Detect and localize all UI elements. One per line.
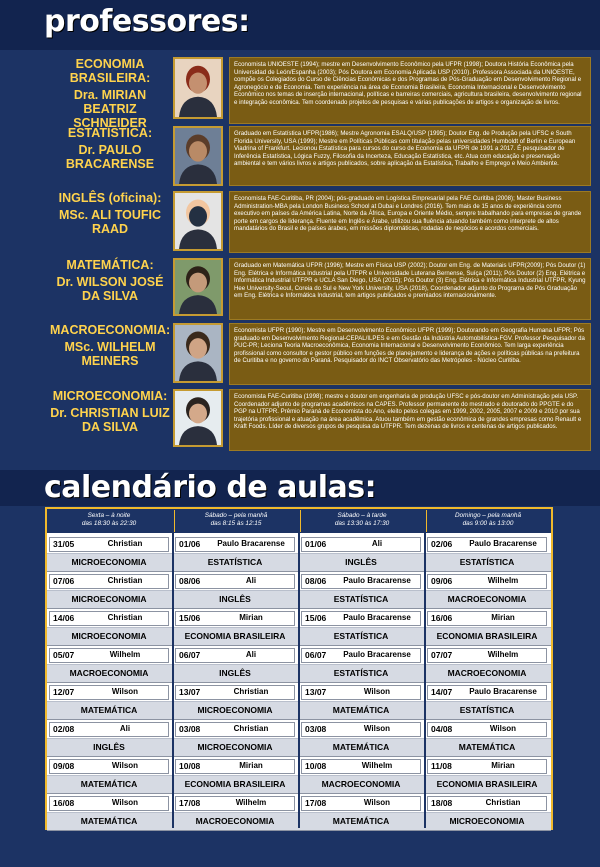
- class-date: 15/06: [305, 613, 327, 623]
- class-teacher: Christian: [485, 798, 521, 807]
- class-slot: [301, 685, 421, 700]
- class-teacher: Paulo Bracarense: [343, 576, 411, 585]
- class-subject: ECONOMIA BRASILEIRA: [184, 631, 286, 641]
- professor-heading: [50, 126, 170, 171]
- header-day: Sexta – à noite: [87, 512, 131, 519]
- column-divider: [172, 509, 174, 828]
- calendar-title: calendário de aulas:: [44, 470, 377, 505]
- class-date: 06/07: [305, 650, 327, 660]
- class-date: 05/07: [53, 650, 75, 660]
- class-teacher: Christian: [233, 724, 269, 733]
- class-slot: [427, 611, 547, 626]
- class-subject: MATEMÁTICA: [80, 705, 138, 715]
- professor-name: Dr. CHRISTIAN LUIZ DA SILVA: [50, 406, 170, 434]
- professor-name: Dr. WILSON JOSÉ DA SILVA: [56, 275, 164, 303]
- class-subject: MATEMÁTICA: [458, 742, 516, 752]
- class-date: 17/08: [305, 798, 327, 808]
- professor-subject: MACROECONOMIA:: [50, 323, 171, 337]
- class-teacher: Paulo Bracarense: [469, 687, 537, 696]
- class-teacher: Wilson: [111, 761, 139, 770]
- class-subject: MICROECONOMIA: [71, 594, 147, 604]
- class-teacher: Wilhelm: [487, 650, 519, 659]
- professor-photo: [173, 57, 223, 119]
- professor-name: Dra. MIRIAN BEATRIZ SCHNEIDER: [73, 88, 147, 130]
- class-teacher: Paulo Bracarense: [343, 613, 411, 622]
- class-slot: [301, 759, 421, 774]
- class-teacher: Ali: [371, 539, 383, 548]
- class-slot: [301, 796, 421, 811]
- calendar-column-header: [173, 510, 297, 532]
- column-divider: [298, 509, 300, 828]
- class-slot: [427, 796, 547, 811]
- class-slot: [175, 796, 295, 811]
- professor-heading: [50, 389, 170, 434]
- class-subject: ESTATÍSTICA: [459, 705, 515, 715]
- class-date: 13/07: [305, 687, 327, 697]
- class-slot: [427, 574, 547, 589]
- class-teacher: Christian: [107, 576, 143, 585]
- class-subject: MACROECONOMIA: [321, 779, 401, 789]
- class-date: 04/08: [431, 724, 453, 734]
- class-slot: [301, 722, 421, 737]
- class-teacher: Wilson: [363, 724, 391, 733]
- professor-photo: [173, 191, 223, 251]
- class-slot: [427, 685, 547, 700]
- class-slot: [175, 685, 295, 700]
- professor-bio: Economista FAE-Curitiba (1998); mestre e doutor em engenharia de produção UFSC e pós-doutor em Administração pela USP. Coordenador adjunto de programas acadêmicos na CAPES. Professor permanente do mestrado e doutorado do PPGTE e do PGP na UTFPR. Prêmio Paraná de Economista do Ano, eleito pelos colegas em 1999, 2002, 2005, 2007 e 2009 e 2010 por sua trajetória profissional e atuação na área acadêmica. Atuou também em gestão econômica de grandes empresas como Renault e Kraft Foods. Líder de diversos grupos de pesquisa da UTFPR. Tem dezenas de livros e centenas de artigos publicados.: [229, 389, 591, 451]
- class-subject: INGLÊS: [345, 557, 377, 567]
- class-date: 02/08: [53, 724, 75, 734]
- class-subject: ESTATÍSTICA: [333, 631, 389, 641]
- header-time: das 18:30 às 22:30: [81, 520, 137, 527]
- class-teacher: Wilhelm: [487, 576, 519, 585]
- class-slot: [175, 537, 295, 552]
- class-date: 08/06: [179, 576, 201, 586]
- header-day: Sábado – pela manhã: [204, 512, 268, 519]
- professor-subject: ECONOMIA BRASILEIRA:: [69, 57, 151, 85]
- professor-name: Dr. PAULO BRACARENSE: [65, 143, 155, 171]
- class-teacher: Wilson: [489, 724, 517, 733]
- class-teacher: Paulo Bracarense: [343, 650, 411, 659]
- class-slot: [301, 537, 421, 552]
- professor-heading: [50, 258, 170, 303]
- class-teacher: Wilson: [363, 687, 391, 696]
- class-teacher: Wilson: [363, 798, 391, 807]
- class-subject: MATEMÁTICA: [332, 816, 390, 826]
- calendar-column-header: [425, 510, 549, 532]
- class-date: 15/06: [179, 613, 201, 623]
- class-date: 17/08: [179, 798, 201, 808]
- class-teacher: Wilson: [111, 687, 139, 696]
- class-subject: MATEMÁTICA: [332, 705, 390, 715]
- class-teacher: Mirian: [239, 613, 263, 622]
- class-slot: [427, 537, 547, 552]
- class-date: 16/08: [53, 798, 75, 808]
- header-time: das 8:15 às 12:15: [210, 520, 262, 527]
- class-teacher: Wilhelm: [361, 761, 393, 770]
- professor-subject: MATEMÁTICA:: [66, 258, 154, 272]
- column-divider: [424, 509, 426, 828]
- class-teacher: Ali: [119, 724, 131, 733]
- class-date: 07/07: [431, 650, 453, 660]
- class-subject: ECONOMIA BRASILEIRA: [436, 779, 538, 789]
- class-date: 06/07: [179, 650, 201, 660]
- class-subject: MICROECONOMIA: [197, 742, 273, 752]
- class-subject: ESTATÍSTICA: [333, 594, 389, 604]
- class-date: 31/05: [53, 539, 75, 549]
- professor-bio: Economista UNIOESTE (1994); mestre em Desenvolvimento Econômico pela UFPR (1998); Doutora História Econômica pela Universidad de León/Espanha (2003); Pós Doutora em Economia Aplicada USP (2010). Professora Associada da UNIOESTE, compõe os Colegiados do Curso de Ciências Econômicas e dos Programas de Pós-Graduação em Desenvolvimento Regional e Agronegócio e de Economia. Tem experiência na área de Economia Brasileira, Economia Internacional e Desenvolvimento Econômico nos temas de inserção internacional, políticas e barreiras comerciais, agricultura brasileira, desenvolvimento regional e integração econômica. Tem coordenado projetos de pesquisas e várias publicações de artigos e organização de livros.: [229, 57, 591, 124]
- professor-bio: Graduado em Matemática UFPR (1996); Mestre em Física USP (2002); Doutor em Eng. de Materiais UFPR(2009); Pós Doutor (1) Eng. Elétrica e Informática Industrial pela UTFPR e Universidade Luterana Bernense, Suíça (2011); Pós Doutor (2) Eng. Elétrica e Informática Industrial UTFPR e UCLA San Diego, USA (2015); Pós Doutor (3) Eng. Elétrica e Informática Industrial UTFPR, Kyung Hee University-Seoul, Coreia do Sul e New York University, USA (2018), Coordenador adjunto do Programa de Pós Graduação em Eng. Elétrica e Informática Industrial, tem artigos publicados e premiados internacionalmente.: [229, 258, 591, 320]
- class-slot: [175, 648, 295, 663]
- class-subject: ECONOMIA BRASILEIRA: [436, 631, 538, 641]
- class-slot: [427, 759, 547, 774]
- class-slot: [427, 722, 547, 737]
- class-subject: MACROECONOMIA: [447, 668, 527, 678]
- class-subject: INGLÊS: [93, 742, 125, 752]
- class-subject: MACROECONOMIA: [195, 816, 275, 826]
- class-date: 03/08: [179, 724, 201, 734]
- professor-name: MSc. ALI TOUFIC RAAD: [58, 208, 162, 236]
- class-slot: [49, 611, 169, 626]
- class-subject: ESTATÍSTICA: [459, 557, 515, 567]
- header-time: das 9:00 às 13:00: [462, 520, 514, 527]
- class-teacher: Ali: [245, 576, 257, 585]
- class-subject: MATEMÁTICA: [332, 742, 390, 752]
- class-slot: [427, 648, 547, 663]
- class-slot: [49, 685, 169, 700]
- class-date: 09/06: [431, 576, 453, 586]
- professor-heading: [50, 323, 170, 368]
- professor-photo: [173, 323, 223, 383]
- professor-bio: Graduado em Estatística UFPR(1986); Mestre Agronomia ESALQ/USP (1995); Doutor Eng. de Produção pela UFSC e South Florida University, USA (1999); Mestre em Políticas Públicas com titulação pelas universidades Humboldt of Berlin e European Viadrina of Frankfurt. Lecionou Estatística para cursos do curso de Economia da UFPR de 1991 a 2017. É pesquisador de Inferência Estatística, Lógica Fuzzy, Filosofia da Incerteza, Educação Estatística, etc. Atua com educação e preservação ambiental e tem vários livros e artigos publicados, sobre aplicação da Estatística, Trabalho e Emprego e Meio Ambiente.: [229, 126, 591, 186]
- professor-photo: [173, 258, 223, 316]
- professor-subject: MICROECONOMIA:: [52, 389, 168, 403]
- header-day: Domingo – pela manhã: [454, 512, 522, 519]
- class-slot: [49, 574, 169, 589]
- class-slot: [175, 611, 295, 626]
- class-teacher: Ali: [245, 650, 257, 659]
- class-slot: [301, 611, 421, 626]
- class-subject: MACROECONOMIA: [69, 668, 149, 678]
- class-subject: INGLÊS: [219, 594, 251, 604]
- professor-photo: [173, 389, 223, 447]
- class-date: 11/08: [431, 761, 452, 771]
- class-subject: ESTATÍSTICA: [207, 557, 263, 567]
- class-date: 01/06: [179, 539, 201, 549]
- professor-photo: [173, 126, 223, 186]
- header-day: Sábado – à tarde: [337, 512, 387, 519]
- class-subject: MICROECONOMIA: [71, 631, 147, 641]
- class-subject: MICROECONOMIA: [71, 557, 147, 567]
- class-subject: ESTATÍSTICA: [333, 668, 389, 678]
- class-date: 07/06: [53, 576, 75, 586]
- class-teacher: Paulo Bracarense: [469, 539, 537, 548]
- class-slot: [175, 759, 295, 774]
- professors-title-band: [0, 0, 600, 50]
- class-slot: [49, 759, 169, 774]
- class-date: 12/07: [53, 687, 75, 697]
- class-subject: MATEMÁTICA: [80, 816, 138, 826]
- class-slot: [175, 574, 295, 589]
- class-teacher: Wilhelm: [109, 650, 141, 659]
- calendar-column-header: [299, 510, 423, 532]
- class-slot: [49, 648, 169, 663]
- class-slot: [175, 722, 295, 737]
- header-time: das 13:30 às 17:30: [334, 520, 390, 527]
- professor-heading: [50, 191, 170, 236]
- class-slot: [49, 537, 169, 552]
- class-date: 10/08: [305, 761, 327, 771]
- class-teacher: Christian: [107, 539, 143, 548]
- class-date: 02/06: [431, 539, 453, 549]
- calendar-title-band: [0, 470, 600, 506]
- class-teacher: Paulo Bracarense: [217, 539, 285, 548]
- class-date: 13/07: [179, 687, 201, 697]
- class-date: 08/06: [305, 576, 327, 586]
- class-teacher: Mirian: [491, 761, 515, 770]
- professor-heading: [50, 57, 170, 130]
- class-date: 01/06: [305, 539, 327, 549]
- class-date: 18/08: [431, 798, 453, 808]
- class-subject: MACROECONOMIA: [447, 594, 527, 604]
- class-teacher: Wilhelm: [235, 798, 267, 807]
- calendar-column-header: [47, 510, 171, 532]
- class-subject: ECONOMIA BRASILEIRA: [184, 779, 286, 789]
- class-date: 14/06: [53, 613, 75, 623]
- professor-subject: INGLÊS (oficina):: [58, 191, 162, 205]
- class-date: 03/08: [305, 724, 327, 734]
- class-subject: MATEMÁTICA: [80, 779, 138, 789]
- class-date: 14/07: [431, 687, 453, 697]
- class-calendar: [45, 507, 553, 830]
- professor-bio: Economista FAE-Curitiba, PR (2004); pós-graduado em Logística Empresarial pela FAE Curitiba (2008); Master Business Administration-MBA pela London Business School at Dubai e Londres (2016). Tem mais de 15 anos de experiência como executivo em países da América Latina, Norte da África, Europa e Oriente Médio, sempre trabalhando para empresas de grande porte em cargos de liderança. Fluente em Inglês e Árabe, utilizou sua fluência atuando também como interprete de altos mandatários do Brasil e de países árabes, em missões diplomáticas, rodadas de negócios e acordos comerciais.: [229, 191, 591, 253]
- class-slot: [49, 796, 169, 811]
- professor-bio: Economista UFPR (1990); Mestre em Desenvolvimento Econômico UFPR (1999); Doutorando em Geografia Humana UFPR; Pós graduado em Desenvolvimento Regional-CEPAL/ILPES e em Gestão da Indústria Automobilística-FGV. Professor Pesquisador da PUC-PR; Leciona Teoria Macroeconômica, Economia Internacional e Desenvolvimento Econômico. Tem larga experiência profissional como consultor e gestor público em funções de planejamento e liderança de ações e políticas públicas na prefeitura de Curitiba e no governo do Paraná. Pesquisador do INCT Observatório das Metrópoles - Núcleo Curitiba.: [229, 323, 591, 385]
- class-date: 16/06: [431, 613, 453, 623]
- class-slot: [49, 722, 169, 737]
- class-subject: INGLÊS: [219, 668, 251, 678]
- class-subject: MICROECONOMIA: [449, 816, 525, 826]
- professor-subject: ESTATÍSTICA:: [67, 126, 153, 140]
- class-teacher: Mirian: [491, 613, 515, 622]
- professor-name: MSc. WILHELM MEINERS: [64, 340, 156, 368]
- class-teacher: Christian: [233, 687, 269, 696]
- class-slot: [301, 574, 421, 589]
- class-slot: [301, 648, 421, 663]
- class-date: 10/08: [179, 761, 201, 771]
- class-teacher: Mirian: [239, 761, 263, 770]
- class-teacher: Wilson: [111, 798, 139, 807]
- class-subject: MICROECONOMIA: [197, 705, 273, 715]
- class-teacher: Christian: [107, 613, 143, 622]
- class-date: 09/08: [53, 761, 75, 771]
- professors-title: professores:: [44, 4, 250, 39]
